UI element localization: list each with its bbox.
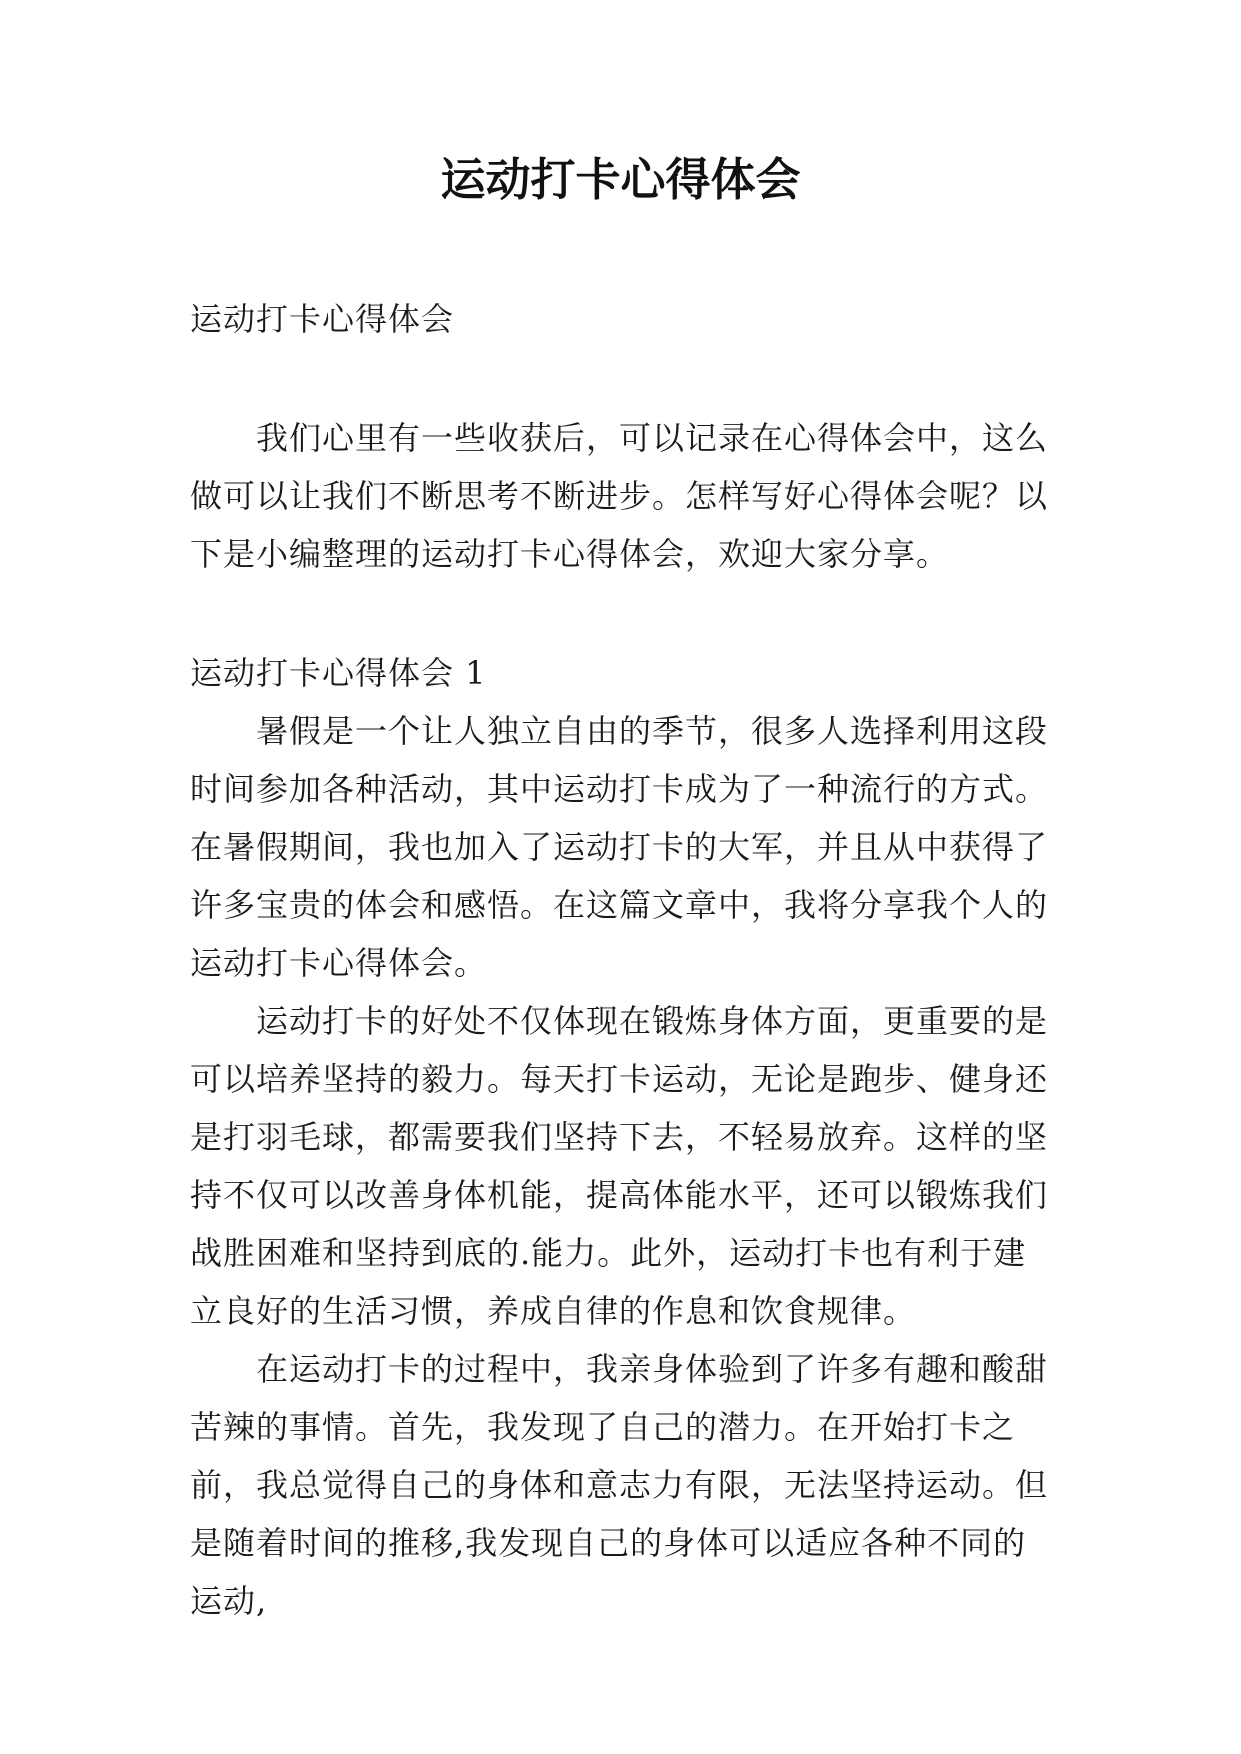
document-body [190,290,1050,1630]
body-paragraph: 暑假是一个让人独立自由的季节，很多人选择利用这段时间参加各种活动，其中运动打卡成为了一种流行的方式。在暑假期间，我也加入了运动打卡的大军，并且从中获得了许多宝贵的体会和感悟。在这篇文章中，我将分享我个人的运动打卡心得体会。 [190,712,1049,982]
document-subtitle: 运动打卡心得体会 [190,300,455,338]
intro-paragraph: 我们心里有一些收获后，可以记录在心得体会中，这么做可以让我们不断思考不断进步。怎样写好心得体会呢？以下是小编整理的运动打卡心得体会，欢迎大家分享。 [190,419,1049,573]
document-title: 运动打卡心得体会 [440,153,801,206]
section-heading: 运动打卡心得体会 1 [190,654,487,692]
body-paragraph: 在运动打卡的过程中，我亲身体验到了许多有趣和酸甜苦辣的事情。首先，我发现了自己的潜力。在开始打卡之前，我总觉得自己的身体和意志力有限，无法坚持运动。但是随着时间的推移,我发现自己的身体可以适应各种不同的运动, [190,1350,1049,1620]
body-paragraph: 运动打卡的好处不仅体现在锻炼身体方面，更重要的是可以培养坚持的毅力。每天打卡运动，无论是跑步、健身还是打羽毛球，都需要我们坚持下去，不轻易放弃。这样的坚持不仅可以改善身体机能，提高体能水平，还可以锻炼我们战胜困难和坚持到底的.能力。此外，运动打卡也有利于建立良好的生活习惯，养成自律的作息和饮食规律。 [190,1002,1049,1330]
